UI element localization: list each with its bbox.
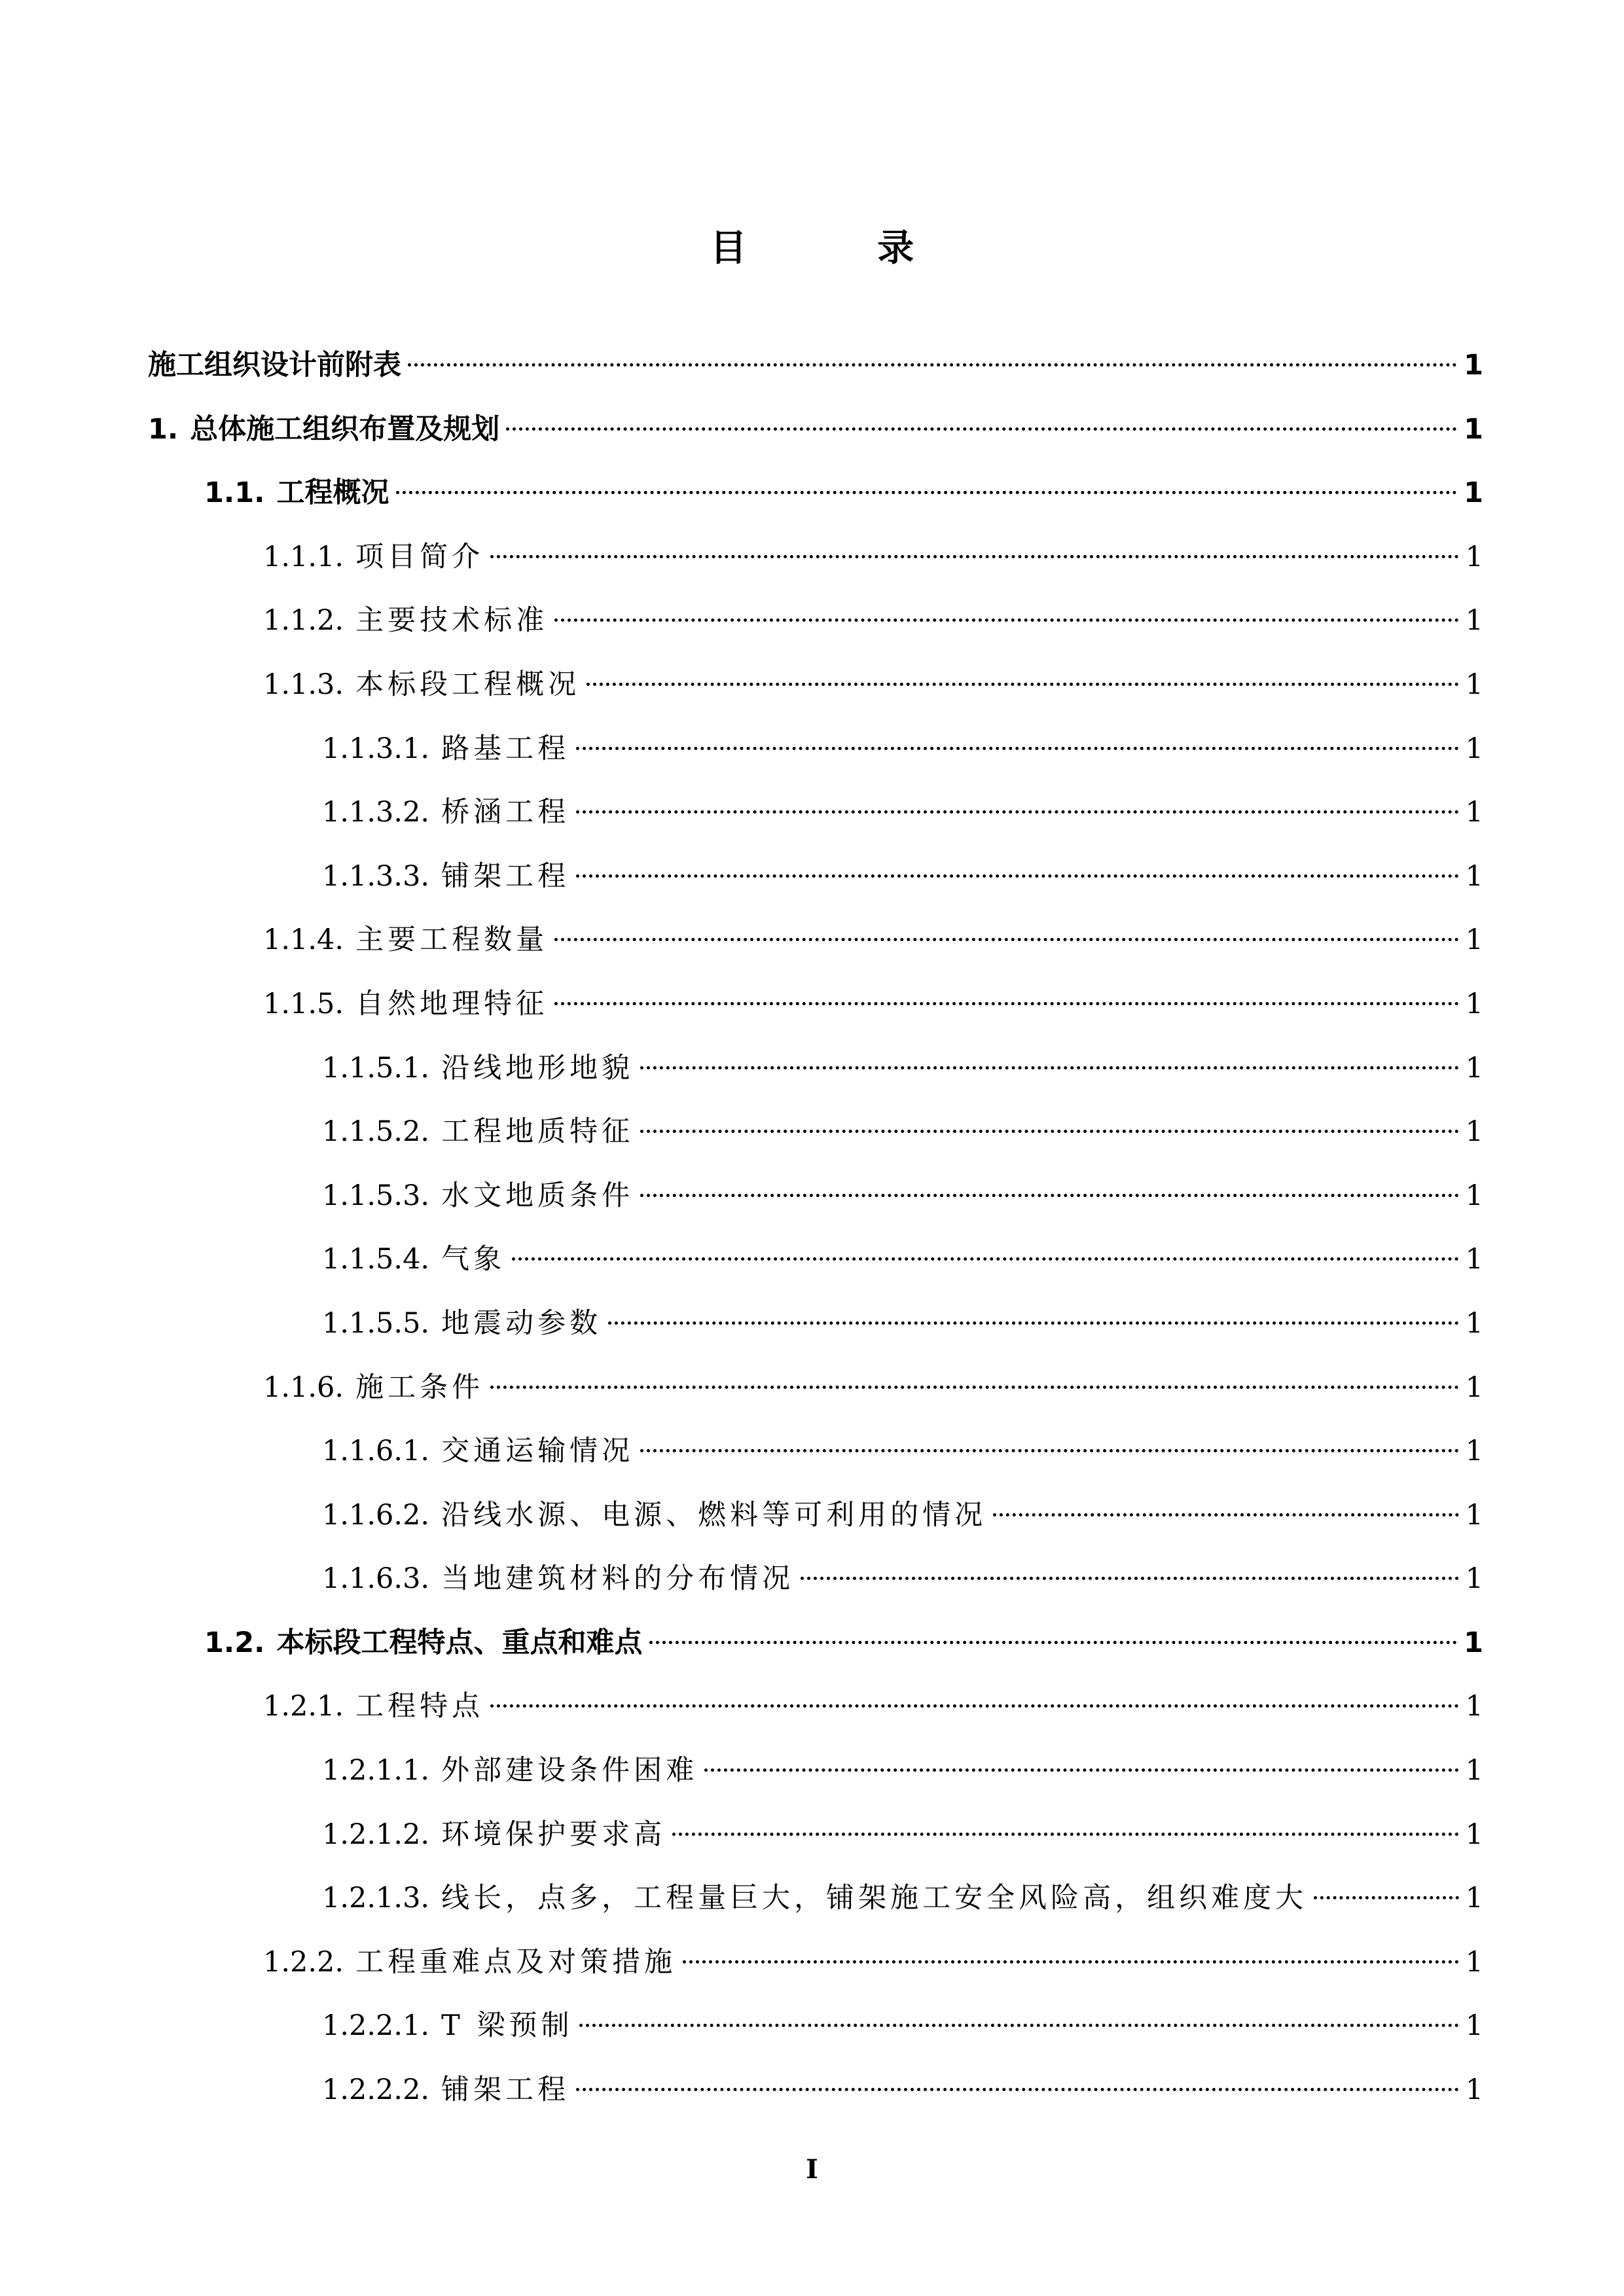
toc-entry-number: 1.1.5.4.	[322, 1243, 430, 1276]
toc-entry-number: 1.2.2.2.	[322, 2073, 430, 2107]
toc-entry-1-1-2[interactable]	[148, 589, 1483, 653]
toc-entry-1-1-6-1[interactable]	[148, 1420, 1483, 1484]
toc-entry-page: 1	[1465, 1818, 1483, 1851]
toc-leader-dots	[640, 1194, 1459, 1197]
toc-entry-1-1-3[interactable]	[148, 653, 1483, 717]
toc-leader-dots	[576, 874, 1459, 878]
toc-entry-page: 1	[1465, 1371, 1483, 1404]
toc-entry-page: 1	[1465, 859, 1483, 893]
toc-entry-number: 1.1.5.3.	[322, 1179, 430, 1212]
toc-leader-dots	[554, 938, 1459, 941]
toc-entry-1-2-1[interactable]	[148, 1675, 1483, 1739]
toc-entry-1-2-1-3[interactable]	[148, 1867, 1483, 1931]
toc-entry-1-1-1[interactable]	[148, 526, 1483, 590]
toc-leader-dots	[640, 1066, 1459, 1069]
toc-entry-page: 1	[1465, 987, 1483, 1020]
toc-entry-number: 1.1.4.	[263, 924, 344, 957]
toc-entry-number: 1.2.1.3.	[322, 1882, 430, 1915]
toc-entry-number: 1.1.3.3.	[322, 859, 430, 893]
toc-leader-dots	[490, 1704, 1459, 1708]
toc-entry-text: 铺架工程	[441, 2073, 570, 2107]
toc-leader-dots	[490, 555, 1459, 558]
toc-entry-number: 1.1.6.2.	[322, 1498, 430, 1532]
toc-entry-number: 1.1.1.	[263, 540, 344, 573]
toc-entry-1-2-1-2[interactable]	[148, 1803, 1483, 1867]
toc-entry-text: T 梁预制	[441, 2009, 573, 2043]
toc-leader-dots	[408, 363, 1457, 367]
toc-entry-number: 1.2.1.	[263, 1690, 344, 1723]
toc-leader-dots	[704, 1768, 1459, 1772]
toc-entry-page: 1	[1465, 1435, 1483, 1468]
toc-entry-1-1-5-2[interactable]	[148, 1100, 1483, 1164]
toc-entry-page: 1	[1465, 1562, 1483, 1596]
toc-entry-text: 地震动参数	[441, 1306, 602, 1340]
toc-entry-page: 1	[1465, 1051, 1483, 1085]
toc-entry-text: 外部建设条件困难	[441, 1754, 698, 1787]
toc-entry-text: 铺架工程	[441, 859, 570, 893]
toc-entry-page: 1	[1465, 604, 1483, 637]
table-of-contents	[148, 334, 1483, 2123]
toc-entry-text: 施工条件	[355, 1371, 484, 1404]
toc-entry-text: 工程地质特征	[441, 1115, 634, 1149]
toc-entry-number: 1.1.6.1.	[322, 1435, 430, 1468]
toc-entry-text: 气象	[441, 1243, 506, 1276]
toc-entry-text: 施工组织设计前附表	[148, 349, 401, 382]
toc-entry-1-2-2[interactable]	[148, 1931, 1483, 1995]
toc-entry-number: 1.1.5.	[263, 987, 344, 1020]
toc-entry-page: 1	[1465, 1690, 1483, 1723]
toc-entry-text: 当地建筑材料的分布情况	[441, 1562, 795, 1596]
toc-entry-1-1-3-2[interactable]	[148, 781, 1483, 845]
toc-entry-page: 1	[1465, 796, 1483, 829]
toc-entry-number: 1.2.1.1.	[322, 1754, 430, 1787]
toc-entry-1-1-6-2[interactable]	[148, 1484, 1483, 1548]
toc-leader-dots	[554, 619, 1459, 622]
toc-entry-number: 1.1.5.1.	[322, 1051, 430, 1085]
toc-entry-number: 1.2.2.	[263, 1945, 344, 1979]
toc-entry-page: 1	[1465, 1945, 1483, 1979]
toc-entry-1-1-3-1[interactable]	[148, 717, 1483, 781]
toc-leader-dots	[649, 1641, 1458, 1644]
toc-entry-1-2-1-1[interactable]	[148, 1739, 1483, 1803]
toc-entry-page: 1	[1465, 1179, 1483, 1212]
toc-entry-1-1-5-5[interactable]	[148, 1292, 1483, 1356]
toc-entry-1-1-5[interactable]	[148, 973, 1483, 1037]
toc-entry-page: 1	[1464, 476, 1483, 510]
toc-entry-page: 1	[1465, 1754, 1483, 1787]
toc-entry-page: 1	[1465, 1882, 1483, 1915]
toc-entry-1-2[interactable]	[148, 1611, 1483, 1676]
toc-entry-page: 1	[1465, 2009, 1483, 2043]
toc-entry-1-2-2-1[interactable]	[148, 1994, 1483, 2058]
toc-entry-1-1-3-3[interactable]	[148, 845, 1483, 909]
toc-entry-1-1-5-1[interactable]	[148, 1037, 1483, 1101]
toc-entry-1-1-5-3[interactable]	[148, 1164, 1483, 1229]
toc-leader-dots	[608, 1321, 1459, 1325]
toc-entry-text: 主要技术标准	[355, 604, 549, 637]
toc-entry-number: 1.1.	[204, 476, 265, 510]
toc-leader-dots	[576, 810, 1459, 814]
toc-entry-text: 桥涵工程	[441, 796, 570, 829]
toc-entry-text: 沿线地形地貌	[441, 1051, 634, 1085]
toc-entry-text: 水文地质条件	[441, 1179, 634, 1212]
toc-entry-number: 1.2.	[204, 1626, 265, 1659]
toc-entry-text: 自然地理特征	[355, 987, 549, 1020]
toc-entry-text: 沿线水源、电源、燃料等可利用的情况	[441, 1498, 987, 1532]
toc-entry-page: 1	[1465, 1498, 1483, 1532]
toc-entry-number: 1.1.3.	[263, 668, 344, 701]
toc-entry-1-1-4[interactable]	[148, 908, 1483, 973]
toc-leader-dots	[576, 747, 1459, 750]
toc-leader-dots	[490, 1386, 1459, 1389]
toc-entry-number: 1.1.6.	[263, 1371, 344, 1404]
toc-leader-dots	[640, 1449, 1459, 1452]
toc-entry-text: 总体施工组织布置及规划	[190, 412, 500, 446]
page-number: I	[806, 2154, 818, 2185]
toc-entry-1-1[interactable]	[148, 461, 1483, 526]
toc-entry-text: 本标段工程特点、重点和难点	[276, 1626, 643, 1659]
toc-entry-page: 1	[1465, 1115, 1483, 1149]
toc-entry-number: 1.1.2.	[263, 604, 344, 637]
toc-entry-number: 1.1.5.2.	[322, 1115, 430, 1149]
toc-entry-page: 1	[1464, 412, 1483, 446]
toc-entry-preface[interactable]	[148, 334, 1483, 398]
toc-entry-1-1-6-3[interactable]	[148, 1547, 1483, 1611]
toc-entry-number: 1.1.6.3.	[322, 1562, 430, 1596]
toc-leader-dots	[672, 1833, 1459, 1836]
toc-entry-text: 工程特点	[355, 1690, 484, 1723]
toc-entry-1-2-2-2[interactable]	[148, 2058, 1483, 2123]
toc-leader-dots	[579, 2024, 1458, 2027]
toc-entry-page: 1	[1465, 924, 1483, 957]
toc-entry-page: 1	[1465, 540, 1483, 573]
toc-entry-page: 1	[1465, 1243, 1483, 1276]
toc-entry-page: 1	[1465, 1306, 1483, 1340]
toc-entry-text: 工程概况	[276, 476, 389, 510]
toc-entry-page: 1	[1464, 1626, 1483, 1659]
toc-entry-1[interactable]	[148, 398, 1483, 462]
toc-entry-text: 线长，点多，工程量巨大，铺架施工安全风险高，组织难度大	[441, 1882, 1308, 1915]
toc-leader-dots	[801, 1577, 1459, 1580]
toc-entry-text: 项目简介	[355, 540, 484, 573]
toc-entry-text: 路基工程	[441, 732, 570, 765]
toc-leader-dots	[586, 683, 1459, 686]
toc-entry-1-1-5-4[interactable]	[148, 1228, 1483, 1292]
toc-leader-dots	[683, 1960, 1459, 1964]
toc-entry-number: 1.2.1.2.	[322, 1818, 430, 1851]
toc-entry-page: 1	[1464, 349, 1483, 382]
toc-entry-number: 1.1.3.2.	[322, 796, 430, 829]
toc-entry-number: 1.	[148, 412, 179, 446]
toc-entry-number: 1.1.3.1.	[322, 732, 430, 765]
toc-entry-text: 交通运输情况	[441, 1435, 634, 1468]
toc-entry-text: 本标段工程概况	[355, 668, 581, 701]
toc-leader-dots	[506, 427, 1457, 431]
toc-entry-text: 主要工程数量	[355, 924, 549, 957]
toc-leader-dots	[993, 1513, 1459, 1516]
toc-leader-dots	[554, 1002, 1459, 1005]
toc-entry-number: 1.1.5.5.	[322, 1306, 430, 1340]
toc-leader-dots	[512, 1257, 1459, 1261]
toc-leader-dots	[576, 2088, 1459, 2091]
toc-leader-dots	[396, 491, 1458, 494]
toc-leader-dots	[640, 1130, 1459, 1133]
toc-entry-text: 环境保护要求高	[441, 1818, 666, 1851]
toc-entry-page: 1	[1465, 732, 1483, 765]
toc-entry-page: 1	[1465, 2073, 1483, 2107]
toc-entry-number: 1.2.2.1.	[322, 2009, 430, 2043]
toc-leader-dots	[1314, 1896, 1459, 1899]
toc-entry-page: 1	[1465, 668, 1483, 701]
toc-entry-text: 工程重难点及对策措施	[355, 1945, 677, 1979]
page-title: 目 录	[710, 227, 973, 270]
toc-entry-1-1-6[interactable]	[148, 1356, 1483, 1420]
